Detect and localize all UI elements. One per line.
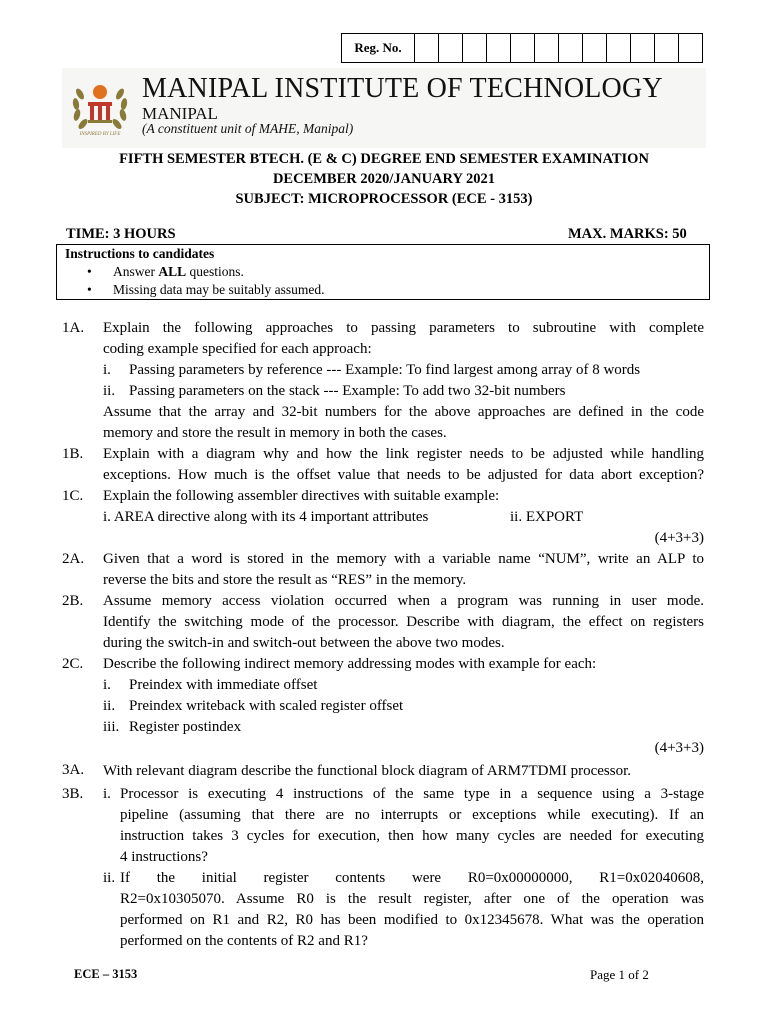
reg-no-cell [583,34,607,63]
marks-allocation: (4+3+3) [654,530,704,546]
question-number: 2A. [62,551,85,567]
bullet-icon: • [87,264,92,279]
question-text: Processor is executing 4 instructions of the same type in a sequence using a 3-stage [120,786,704,802]
question-text: R2=0x10305070. Assume R0 is the result register, after one of the operation was [120,891,704,907]
question-text: Preindex writeback with scaled register offset [129,698,404,714]
question-text: during the switch-in and switch-out between the above two modes. [103,635,505,651]
question-text: coding example specified for each approach: [103,341,372,357]
question-text: Register postindex [129,719,242,735]
reg-no-cell [655,34,679,63]
reg-no-cell [463,34,487,63]
reg-no-cell [415,34,439,63]
bullet-icon: • [87,282,92,297]
question-text: Explain the following assembler directives with suitable example: [103,488,500,504]
question-text: memory and store the result in memory in both the cases. [103,425,447,441]
reg-no-label: Reg. No. [342,34,415,63]
logo-motto: INSPIRED BY LIFE [79,132,121,137]
question-number: 2C. [62,656,84,672]
sub-item-number: ii. [103,698,116,714]
exam-time: TIME: 3 HOURS [66,226,176,242]
exam-date: DECEMBER 2020/JANUARY 2021 [272,171,496,187]
question-text: performed on the contents of R2 and R1? [120,933,368,949]
sub-item-number: i. [103,677,111,693]
question-number: 1B. [62,446,84,462]
instruction-text: Missing data may be suitably assumed. [113,282,325,297]
question-text: Identify the switching mode of the processor. Describe with diagram, the effect on registers [103,614,704,630]
question-text: exceptions. How much is the offset value that needs to be adjusted for data abort exception? [103,467,704,483]
question-text: performed on R1 and R2, R0 has been modified to 0x12345678. What was the operation [120,912,704,928]
sub-item-number: i. [103,362,111,378]
question-text: Assume that the array and 32-bit numbers for the above approaches are defined in the code [103,404,704,420]
sub-item-number: ii. [103,870,116,886]
question-text: Describe the following indirect memory addressing modes with example for each: [103,656,597,672]
reg-no-cell [511,34,535,63]
instruction-emphasis: ALL [158,264,187,279]
instruction-text: questions. [186,264,244,279]
question-text: instruction takes 3 cycles for execution, then how many cycles are needed for executing [120,828,704,844]
question-number: 3B. [62,786,84,802]
question-text: Assume memory access violation occurred when a program was running in user mode. [103,593,704,609]
question-text: i. AREA directive along with its 4 important attributes [103,509,429,525]
instructions-box [56,244,710,300]
reg-no-cell [439,34,463,63]
instructions-heading: Instructions to candidates [65,246,215,261]
reg-no-cell [559,34,583,63]
max-marks: MAX. MARKS: 50 [568,226,687,242]
question-text: reverse the bits and store the result as “RES” in the memory. [103,572,467,588]
question-number: 3A. [62,762,85,778]
question-text: With relevant diagram describe the functional block diagram of ARM7TDMI processor. [103,763,631,779]
reg-no-cell [679,34,703,63]
question-text: 4 instructions? [120,849,208,865]
sub-item-number: iii. [103,719,120,735]
question-text: ii. EXPORT [510,509,584,525]
question-text: Explain the following approaches to passing parameters to subroutine with complete [103,320,704,336]
reg-no-cell [631,34,655,63]
exam-title: FIFTH SEMESTER BTECH. (E & C) DEGREE END SEMESTER EXAMINATION [119,151,649,167]
institute-subtitle: (A constituent unit of MAHE, Manipal) [142,121,354,136]
question-text: Explain with a diagram why and how the link register needs to be adjusted while handling [103,446,704,462]
question-text: Passing parameters by reference --- Example: To find largest among array of 8 words [129,362,641,378]
exam-subject: SUBJECT: MICROPROCESSOR (ECE - 3153) [235,191,533,207]
sub-item-number: ii. [103,383,116,399]
question-text: Given that a word is stored in the memory with a variable name “NUM”, write an ALP to [103,551,704,567]
institute-logo [68,72,132,140]
reg-no-box [341,33,703,63]
question-text: If the initial register contents were R0=0x00000000, R1=0x02040608, [120,870,704,886]
reg-no-cell [535,34,559,63]
question-text: Preindex with immediate offset [129,677,318,693]
page-number: Page 1 of 2 [590,967,649,982]
institute-name: MANIPAL INSTITUTE OF TECHNOLOGY [142,73,663,104]
footer-course-code: ECE – 3153 [74,967,138,981]
reg-no-cell [607,34,631,63]
question-number: 1C. [62,488,84,504]
question-text: Passing parameters on the stack --- Example: To add two 32-bit numbers [129,383,566,399]
marks-allocation: (4+3+3) [654,740,704,756]
instruction-text: Answer [113,264,159,279]
question-text: pipeline (assuming that there are no interrupts or exceptions while executing). If an [120,807,704,823]
question-number: 2B. [62,593,84,609]
sub-item-number: i. [103,786,111,802]
question-number: 1A. [62,320,85,336]
institute-city: MANIPAL [142,104,218,123]
reg-no-cell [487,34,511,63]
